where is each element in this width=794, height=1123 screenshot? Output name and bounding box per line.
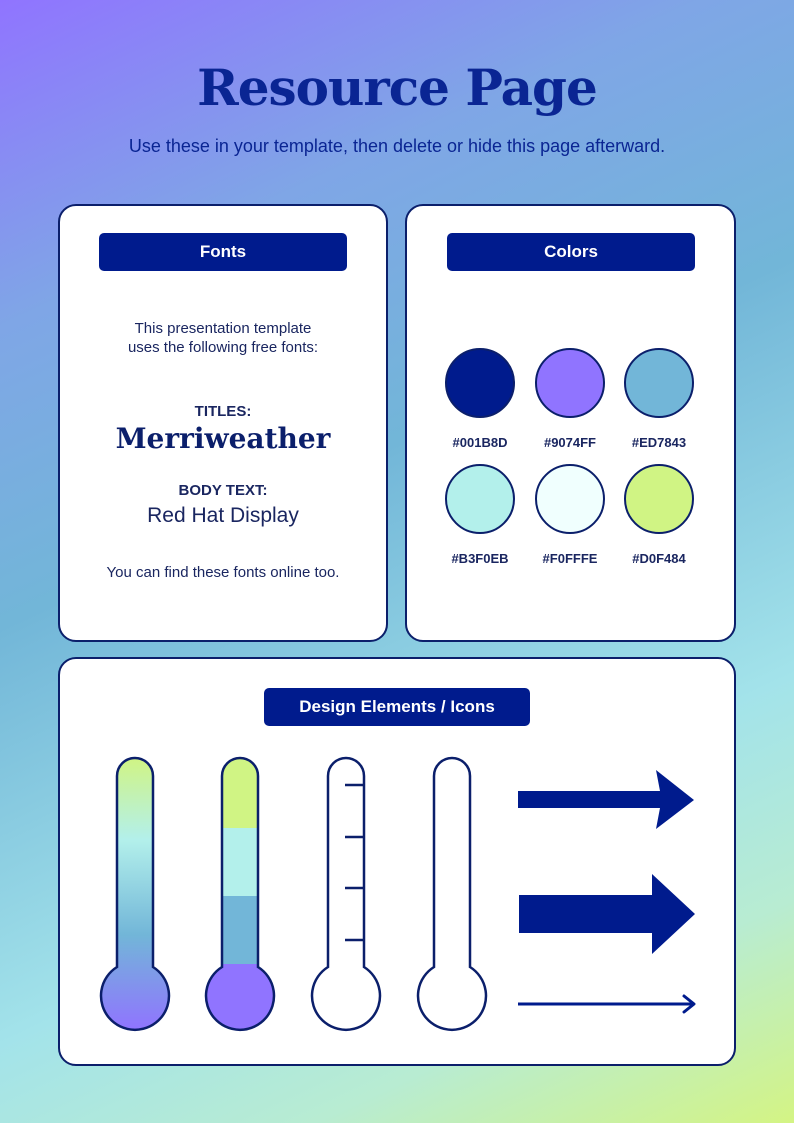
body-font-name: Red Hat Display bbox=[147, 504, 299, 527]
body-text-label: BODY TEXT: bbox=[178, 482, 268, 499]
page-title: Resource Page bbox=[197, 58, 597, 117]
swatch-label: #B3F0EB bbox=[451, 551, 509, 566]
page-subtitle: Use these in your template, then delete or hide this page afterward. bbox=[128, 136, 666, 156]
thermometer-ticks-icon bbox=[312, 758, 380, 1030]
colors-heading: Colors bbox=[447, 233, 695, 271]
fonts-heading: Fonts bbox=[99, 233, 347, 271]
thermometer-banded-icon bbox=[180, 755, 300, 1044]
arrow-bold-icon bbox=[519, 874, 695, 954]
fonts-intro-line2: uses the following free fonts: bbox=[127, 339, 319, 356]
design-heading: Design Elements / Icons bbox=[264, 688, 530, 726]
swatch-label: #F0FFFE bbox=[542, 551, 598, 566]
arrow-medium-icon bbox=[518, 770, 694, 829]
fonts-intro-line1: This presentation template bbox=[134, 320, 312, 337]
swatch-label: #001B8D bbox=[452, 435, 508, 450]
titles-label: TITLES: bbox=[194, 403, 252, 420]
swatch-label: #D0F484 bbox=[632, 551, 686, 566]
fonts-footer-note: You can find these fonts online too. bbox=[106, 564, 340, 581]
thermometer-gradient-icon bbox=[101, 758, 169, 1030]
thermometer-empty-icon bbox=[418, 758, 486, 1030]
titles-font-name: Merriweather bbox=[115, 422, 331, 455]
swatch-label: #ED7843 bbox=[631, 435, 687, 450]
swatch-label: #9074FF bbox=[543, 435, 597, 450]
arrow-thin-icon bbox=[518, 996, 694, 1012]
